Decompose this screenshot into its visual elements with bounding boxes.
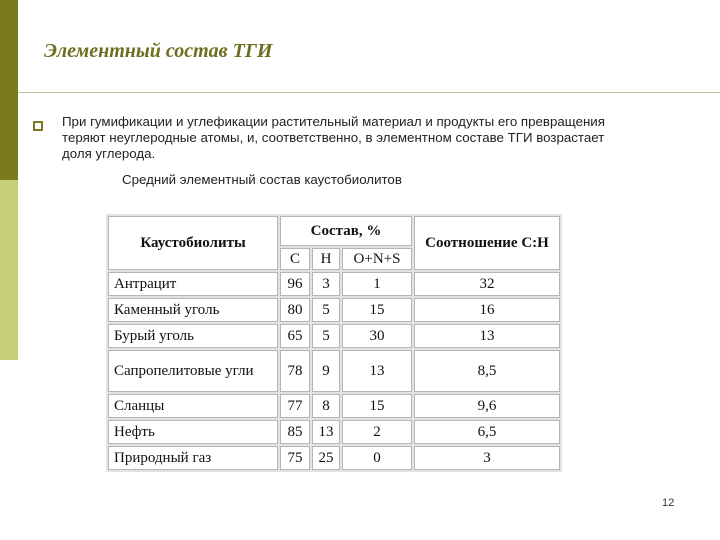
row-ons: 2 — [342, 420, 412, 444]
row-name: Антрацит — [108, 272, 278, 296]
row-c: 77 — [280, 394, 310, 418]
header-ratio: Соотношение С:Н — [414, 216, 560, 270]
row-c: 85 — [280, 420, 310, 444]
header-h: Н — [312, 248, 340, 270]
row-h: 5 — [312, 324, 340, 348]
row-name: Сапропелитовые угли — [108, 350, 278, 392]
row-ons: 13 — [342, 350, 412, 392]
row-c: 80 — [280, 298, 310, 322]
table-row — [108, 394, 560, 418]
slide-title: Элементный состав ТГИ — [44, 40, 273, 62]
table-row — [108, 420, 560, 444]
header-composition: Состав, % — [280, 216, 412, 246]
row-ons: 30 — [342, 324, 412, 348]
row-h: 25 — [312, 446, 340, 470]
table-row — [108, 350, 560, 392]
row-ons: 0 — [342, 446, 412, 470]
composition-table — [106, 214, 562, 472]
row-name: Каменный уголь — [108, 298, 278, 322]
title-divider — [18, 92, 720, 93]
row-name: Бурый уголь — [108, 324, 278, 348]
row-ratio: 13 — [414, 324, 560, 348]
square-bullet-icon — [33, 121, 43, 131]
decor-bar-dark — [0, 0, 18, 180]
row-ratio: 6,5 — [414, 420, 560, 444]
row-c: 96 — [280, 272, 310, 296]
decor-bar-white — [0, 360, 18, 540]
table-row — [108, 324, 560, 348]
row-ratio: 32 — [414, 272, 560, 296]
header-name: Каустобиолиты — [108, 216, 278, 270]
row-ratio: 9,6 — [414, 394, 560, 418]
row-ratio: 3 — [414, 446, 560, 470]
bullet-text: При гумификации и углефикации растительный материал и продукты его превращения теряют неуглеродные атомы, и, соответственно, в элементном составе ТГИ возрастает доля углерода. — [62, 114, 605, 161]
row-ratio: 8,5 — [414, 350, 560, 392]
row-ons: 15 — [342, 394, 412, 418]
row-ons: 1 — [342, 272, 412, 296]
row-h: 13 — [312, 420, 340, 444]
row-name: Сланцы — [108, 394, 278, 418]
row-h: 8 — [312, 394, 340, 418]
decor-bar-light — [0, 180, 18, 360]
row-c: 75 — [280, 446, 310, 470]
page-number: 12 — [662, 497, 675, 509]
header-ons: O+N+S — [342, 248, 412, 270]
row-name: Нефть — [108, 420, 278, 444]
table-row — [108, 446, 560, 470]
row-c: 78 — [280, 350, 310, 392]
row-name: Природный газ — [108, 446, 278, 470]
header-c: С — [280, 248, 310, 270]
row-h: 9 — [312, 350, 340, 392]
table-row — [108, 298, 560, 322]
row-h: 3 — [312, 272, 340, 296]
row-h: 5 — [312, 298, 340, 322]
row-ons: 15 — [342, 298, 412, 322]
table-caption: Средний элементный состав каустобиолитов — [122, 172, 402, 187]
row-c: 65 — [280, 324, 310, 348]
table-row — [108, 272, 560, 296]
row-ratio: 16 — [414, 298, 560, 322]
